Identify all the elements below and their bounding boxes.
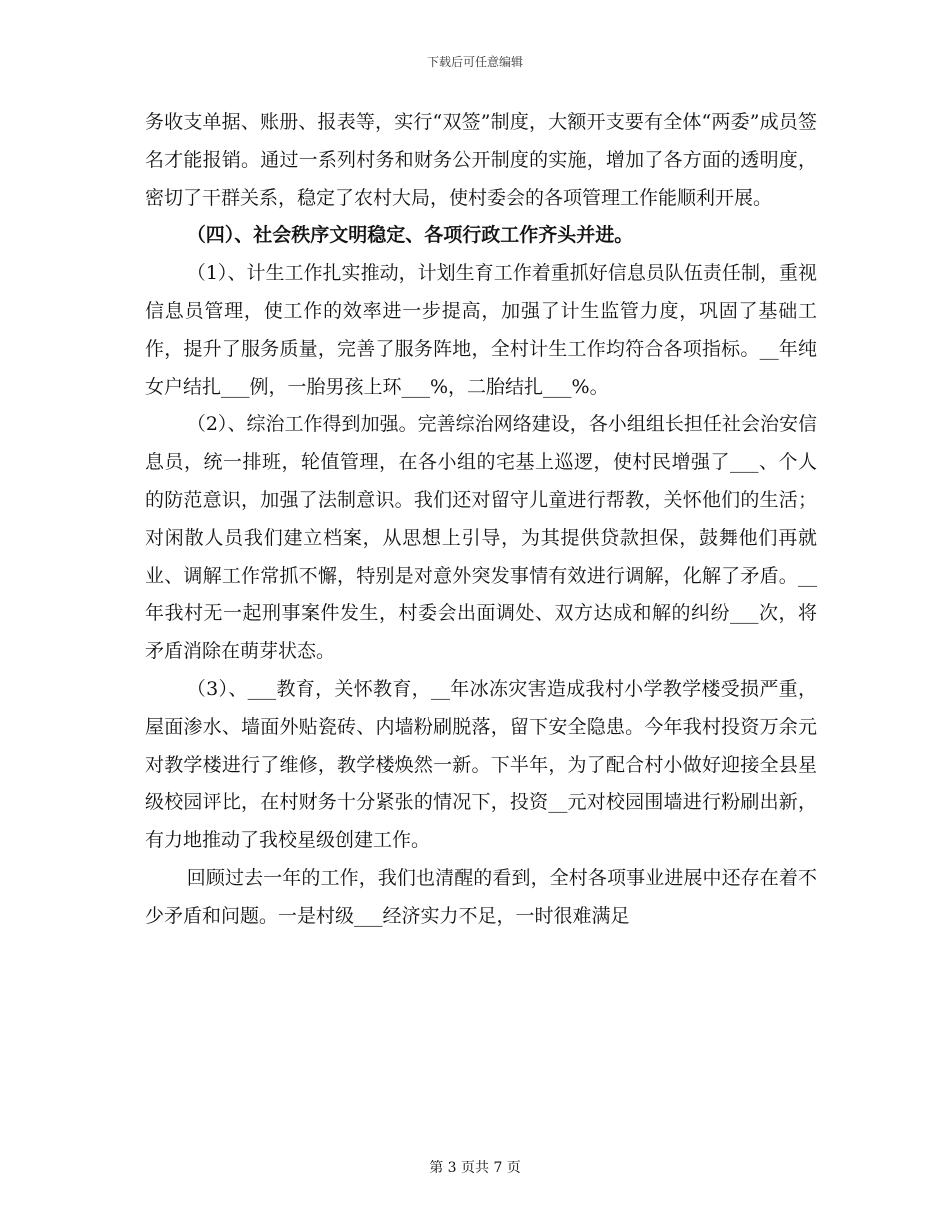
paragraph-family-planning: （1）、计生工作扎实推动，计划生育工作着重抓好信息员队伍责任制，重视信息员管理，使工作的效率进一步提高，加强了计生监管力度，巩固了基础工作，提升了服务质量，完善了服务阵地，全村计生工作均符合各项指标。__年纯女户结扎___例，一胎男孩上环___%，二胎结扎___%。 [145, 262, 817, 398]
paragraph-public-security: （2）、综治工作得到加强。完善综治网络建设，各小组组长担任社会治安信息员，统一排班，轮值管理，在各小组的宅基上巡逻，使村民增强了___、个人的防范意识，加强了法制意识。我们还对留守儿童进行帮教，关怀他们的生活；对闲散人员我们建立档案，从思想上引导，为其提供贷款担保，鼓舞他们再就业、调解工作常抓不懈，特别是对意外突发事情有效进行调解，化解了矛盾。__年我村无一起刑事案件发生，村委会出面调处、双方达成和解的纠纷___次，将矛盾消除在萌芽状态。 [145, 413, 817, 663]
document-body [145, 104, 817, 936]
page-header: 下载后可任意编辑 [426, 55, 523, 69]
section-heading-social-order: （四）、社会秩序文明稳定、各项行政工作齐头并进。 [186, 224, 634, 247]
paragraph-review-problems: 回顾过去一年的工作，我们也清醒的看到，全村各项事业进展中还存在着不少矛盾和问题。一是村级___经济实力不足，一时很难满足 [145, 866, 817, 927]
page-number-footer: 第 3 页共 7 页 [429, 1160, 521, 1176]
paragraph-education: （3）、___教育，关怀教育，__年冰冻灾害造成我村小学教学楼受损严重，屋面渗水、墙面外贴瓷砖、内墙粉刷脱落，留下安全隐患。今年我村投资万余元对教学楼进行了维修，教学楼焕然一新。下半年，为了配合村小做好迎接全县星级校园评比，在村财务十分紧张的情况下，投资__元对校园围墙进行粉刷出新，有力地推动了我校星级创建工作。 [145, 677, 817, 852]
paragraph-financial-disclosure: 务收支单据、账册、报表等，实行“双签”制度，大额开支要有全体“两委”成员签名才能报销。通过一系列村务和财务公开制度的实施，增加了各方面的透明度，密切了干群关系，稳定了农村大局，使村委会的各项管理工作能顺利开展。 [145, 111, 817, 209]
